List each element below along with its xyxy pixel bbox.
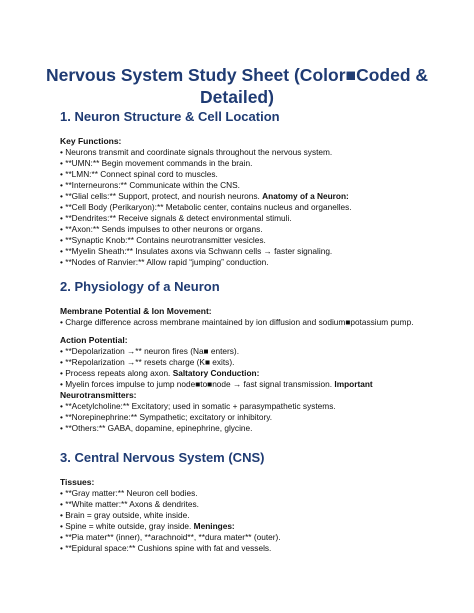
- list-item-text: • Process repeats along axon.: [60, 368, 173, 378]
- subheading: Neurotransmitters:: [60, 390, 137, 400]
- spacer: [60, 328, 440, 335]
- list-item: • **LMN:** Connect spinal cord to muscles.: [60, 169, 218, 179]
- list-item: • **Pia mater** (inner), **arachnoid**, **dura mater** (outer).: [60, 532, 281, 542]
- section-heading: 3. Central Nervous System (CNS): [60, 450, 265, 465]
- list-item: [60, 379, 440, 390]
- list-item: • **Depolarization →** neuron fires (Na■ enters).: [60, 346, 240, 356]
- list-item: • **Myelin Sheath:** Insulates axons via Schwann cells → faster signaling.: [60, 246, 333, 256]
- section-heading: 2. Physiology of a Neuron: [60, 279, 220, 294]
- section-cns: [60, 450, 440, 554]
- subheading: Tissues:: [60, 477, 95, 487]
- document-title: Nervous System Study Sheet (Color■Coded & Detailed): [45, 65, 429, 107]
- inline-subheading: Important: [334, 379, 373, 389]
- subheading: Key Functions:: [60, 136, 122, 146]
- list-item: • Charge difference across membrane maintained by ion diffusion and sodium■potassium pump.: [60, 317, 414, 327]
- list-item: • **Synaptic Knob:** Contains neurotransmitter vesicles.: [60, 235, 266, 245]
- section-heading: 1. Neuron Structure & Cell Location: [60, 109, 280, 124]
- list-item: • Neurons transmit and coordinate signals throughout the nervous system.: [60, 147, 333, 157]
- list-item-text: • **Glial cells:** Support, protect, and nourish neurons.: [60, 191, 263, 201]
- list-item: • **Repolarization →** resets charge (K■ exits).: [60, 357, 235, 367]
- list-item: • **Others:** GABA, dopamine, epinephrine, glycine.: [60, 423, 253, 433]
- inline-subheading: Anatomy of a Neuron:: [262, 191, 349, 201]
- list-item: [60, 368, 440, 379]
- list-item-text: • Spine = white outside, gray inside.: [60, 521, 194, 531]
- list-item: • **Gray matter:** Neuron cell bodies.: [60, 488, 198, 498]
- section-neuron-structure: [60, 109, 440, 268]
- list-item: • Brain = gray outside, white inside.: [60, 510, 190, 520]
- list-item: • **Interneurons:** Communicate within the CNS.: [60, 180, 240, 190]
- list-item-text: • Myelin forces impulse to jump node■to■node → fast signal transmission.: [60, 379, 335, 389]
- inline-subheading: Saltatory Conduction:: [172, 368, 260, 378]
- section-neuron-physiology: [60, 279, 440, 434]
- list-item: • **UMN:** Begin movement commands in the brain.: [60, 158, 253, 168]
- inline-subheading: Meninges:: [193, 521, 235, 531]
- list-item: • **Epidural space:** Cushions spine with fat and vessels.: [60, 543, 272, 553]
- list-item: [60, 521, 440, 532]
- list-item: • **Axon:** Sends impulses to other neurons or organs.: [60, 224, 263, 234]
- list-item: [60, 191, 440, 202]
- list-item: • **Dendrites:** Receive signals & detect environmental stimuli.: [60, 213, 292, 223]
- list-item: • **White matter:** Axons & dendrites.: [60, 499, 199, 509]
- subheading: Membrane Potential & Ion Movement:: [60, 306, 212, 316]
- subheading: Action Potential:: [60, 335, 128, 345]
- list-item: • **Nodes of Ranvier:** Allow rapid “jumping” conduction.: [60, 257, 269, 267]
- list-item: • **Norepinephrine:** Sympathetic; excitatory or inhibitory.: [60, 412, 273, 422]
- list-item: • **Acetylcholine:** Excitatory; used in somatic + parasympathetic systems.: [60, 401, 336, 411]
- list-item: • **Cell Body (Perikaryon):** Metabolic center, contains nucleus and organelles.: [60, 202, 352, 212]
